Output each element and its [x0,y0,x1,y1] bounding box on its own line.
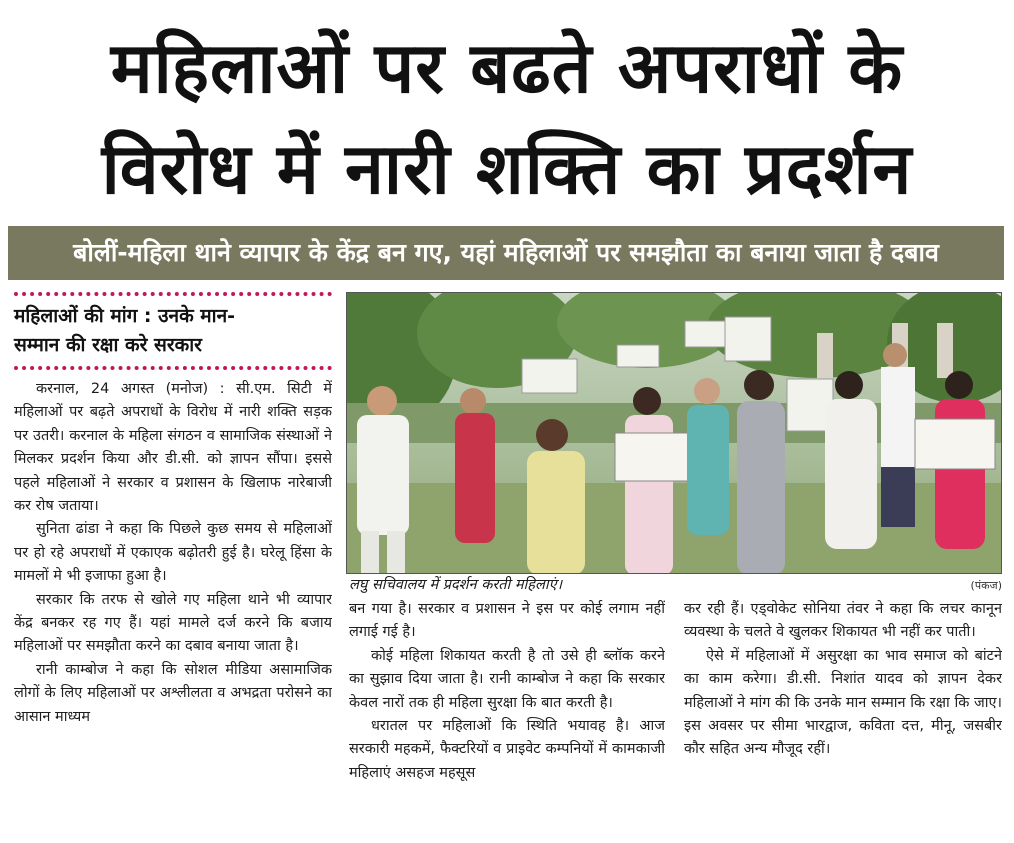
article-paragraph: कर रही हैं। एड्वोकेट सोनिया तंवर ने कहा कि लचर कानून व्यवस्था के चलते वे खुलकर शिकायत भी नहीं कर पाती। [684,601,1002,641]
side-heading-line-2: सम्मान की रक्षा करे सरकार [14,334,202,356]
headline-line-1: महिलाओं पर बढते अपराधों के [110,27,904,109]
article-column-2 [349,598,665,834]
subheadline-banner: बोलीं-महिला थाने व्यापार के केंद्र बन गए, यहां महिलाओं पर समझौता का बनाया जाता है दबाव [8,226,1004,280]
photo-credit: (पंकज) [970,579,1002,592]
article-paragraph: धरातल पर महिलाओं कि स्थिति भयावह है। आज सरकारी महकमें, फैक्टरियों व प्राइवेट कम्पनियों में कामकाजी महिलाएं असहज महसूस [349,718,665,781]
side-heading [14,302,332,360]
article-paragraph: कोई महिला शिकायत करती है तो उसे ही ब्लॉक करने का सुझाव दिया जाता है। रानी काम्बोज ने कहा कि सरकार केवल नारों तक ही महिला सुरक्षा कि बात करती है। [349,647,665,711]
protest-photo [346,292,1002,574]
article-paragraph: रानी काम्बोज ने कहा कि सोशल मीडिया असामाजिक लोगों के लिए महिलाओं पर अश्लीलता व अभद्रता परोसने का आसान माध्यम [14,661,332,725]
side-heading-bottom-rule [14,366,332,370]
article-paragraph: करनाल, 24 अगस्त (मनोज) : सी.एम. सिटी में महिलाओं पर बढ़ते अपराधों के विरोध में नारी शक्ति सड़क पर उतरी। करनाल के महिला संगठन व सामाजिक संस्थाओं ने मिलकर प्रदर्शन किया और डी.सी. को ज्ञापन सौंपा। इससे पहले महिलाओं ने सरकार व प्रशासन के खिलाफ नारेबाजी कर रोष जताया। [14,381,332,515]
side-heading-line-1: महिलाओं की मांग : उनके मान- [14,305,236,327]
article-paragraph: सुनिता ढांडा ने कहा कि पिछले कुछ समय से महिलाओं पर हो रहे अपराधों में एकाएक बढ़ोतरी हुई है। घरेलू हिंसा के मामलों मे भी इजाफा हुआ है। [14,521,332,585]
article-paragraph: ऐसे में महिलाओं में असुरक्षा का भाव समाज को बांटने का काम करेगा। डी.सी. निशांत यादव को ज्ञापन देकर महिलाओं ने मांग की कि उनके मान सम्मान कि रक्षा कि जाए। इस अवसर पर सीमा भारद्वाज, कविता दत्त, मीनू, जसबीर कौर सहित अन्य मौजूद रहीं। [684,647,1002,758]
article-column-3 [684,598,1002,834]
article-paragraph: बन गया है। सरकार व प्रशासन ने इस पर कोई लगाम नहीं लगाई गई है। [349,601,665,641]
article-column-1 [14,378,332,833]
photo-caption: लघु सचिवालय में प्रदर्शन करती महिलाएं। [349,577,563,593]
side-heading-top-rule [14,292,332,296]
headline-line-2: विरोध में नारी शक्ति का प्रदर्शन [101,128,913,210]
protest-photo-illustration [347,293,1002,574]
article-paragraph: सरकार कि तरफ से खोले गए महिला थाने भी व्यापार केंद्र बनकर रह गए हैं। यहां मामले दर्ज करने कि बजाय महिलाओं पर समझौता करने का दबाव बनाया जाता है। [14,591,332,655]
